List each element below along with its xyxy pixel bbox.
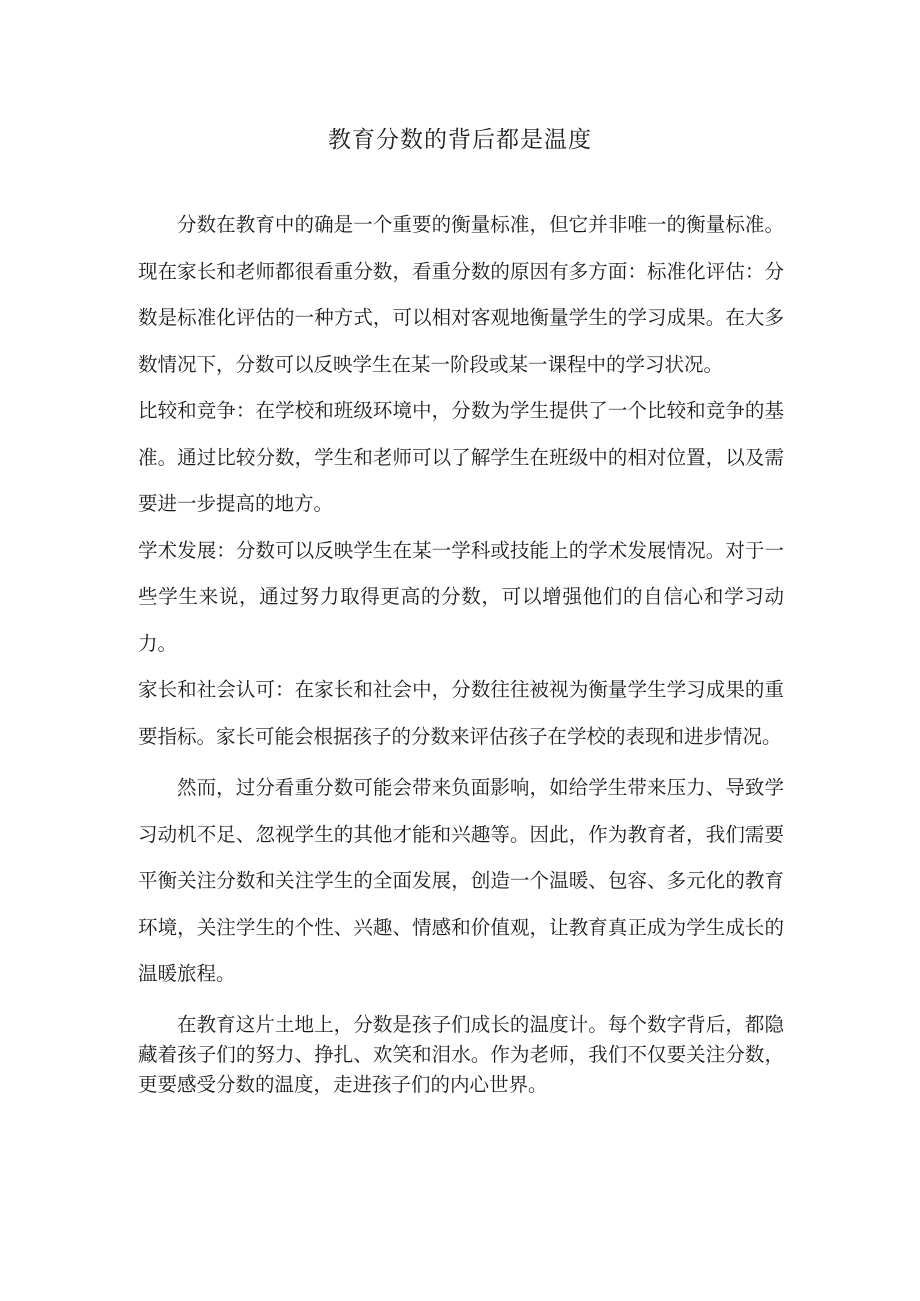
document-body xyxy=(138,202,784,1100)
paragraph-however: 然而，过分看重分数可能会带来负面影响，如给学生带来压力、导致学习动机不足、忽视学生的其他才能和兴趣等。因此，作为教育者，我们需要平衡关注分数和关注学生的全面发展，创造一个温暖、包容、多元化的教育环境，关注学生的个性、兴趣、情感和价值观，让教育真正成为学生成长的温暖旅程。 xyxy=(138,776,784,985)
paragraph-academic: 学术发展：分数可以反映学生在某一学科或技能上的学术发展情况。对于一些学生来说，通过努力取得更高的分数，可以增强他们的自信心和学习动力。 xyxy=(138,538,784,655)
paragraph-intro: 分数在教育中的确是一个重要的衡量标准，但它并非唯一的衡量标准。现在家长和老师都很看重分数，看重分数的原因有多方面：标准化评估：分数是标准化评估的一种方式，可以相对客观地衡量学生的学习成果。在大多数情况下，分数可以反映学生在某一阶段或某一课程中的学习状况。 xyxy=(138,213,784,376)
paragraph-recognition: 家长和社会认可：在家长和社会中，分数往往被视为衡量学生学习成果的重要指标。家长可能会根据孩子的分数来评估孩子在学校的表现和进步情况。 xyxy=(138,678,784,748)
page-title: 教育分数的背后都是温度 xyxy=(328,127,592,153)
paragraph-closing: 在教育这片土地上，分数是孩子们成长的温度计。每个数字背后，都隐藏着孩子们的努力、挣扎、欢笑和泪水。作为老师，我们不仅要关注分数，更要感受分数的温度，走进孩子们的内心世界。 xyxy=(138,1012,784,1096)
paragraph-compare: 比较和竞争：在学校和班级环境中，分数为学生提供了一个比较和竞争的基准。通过比较分数，学生和老师可以了解学生在班级中的相对位置，以及需要进一步提高的地方。 xyxy=(138,399,784,515)
